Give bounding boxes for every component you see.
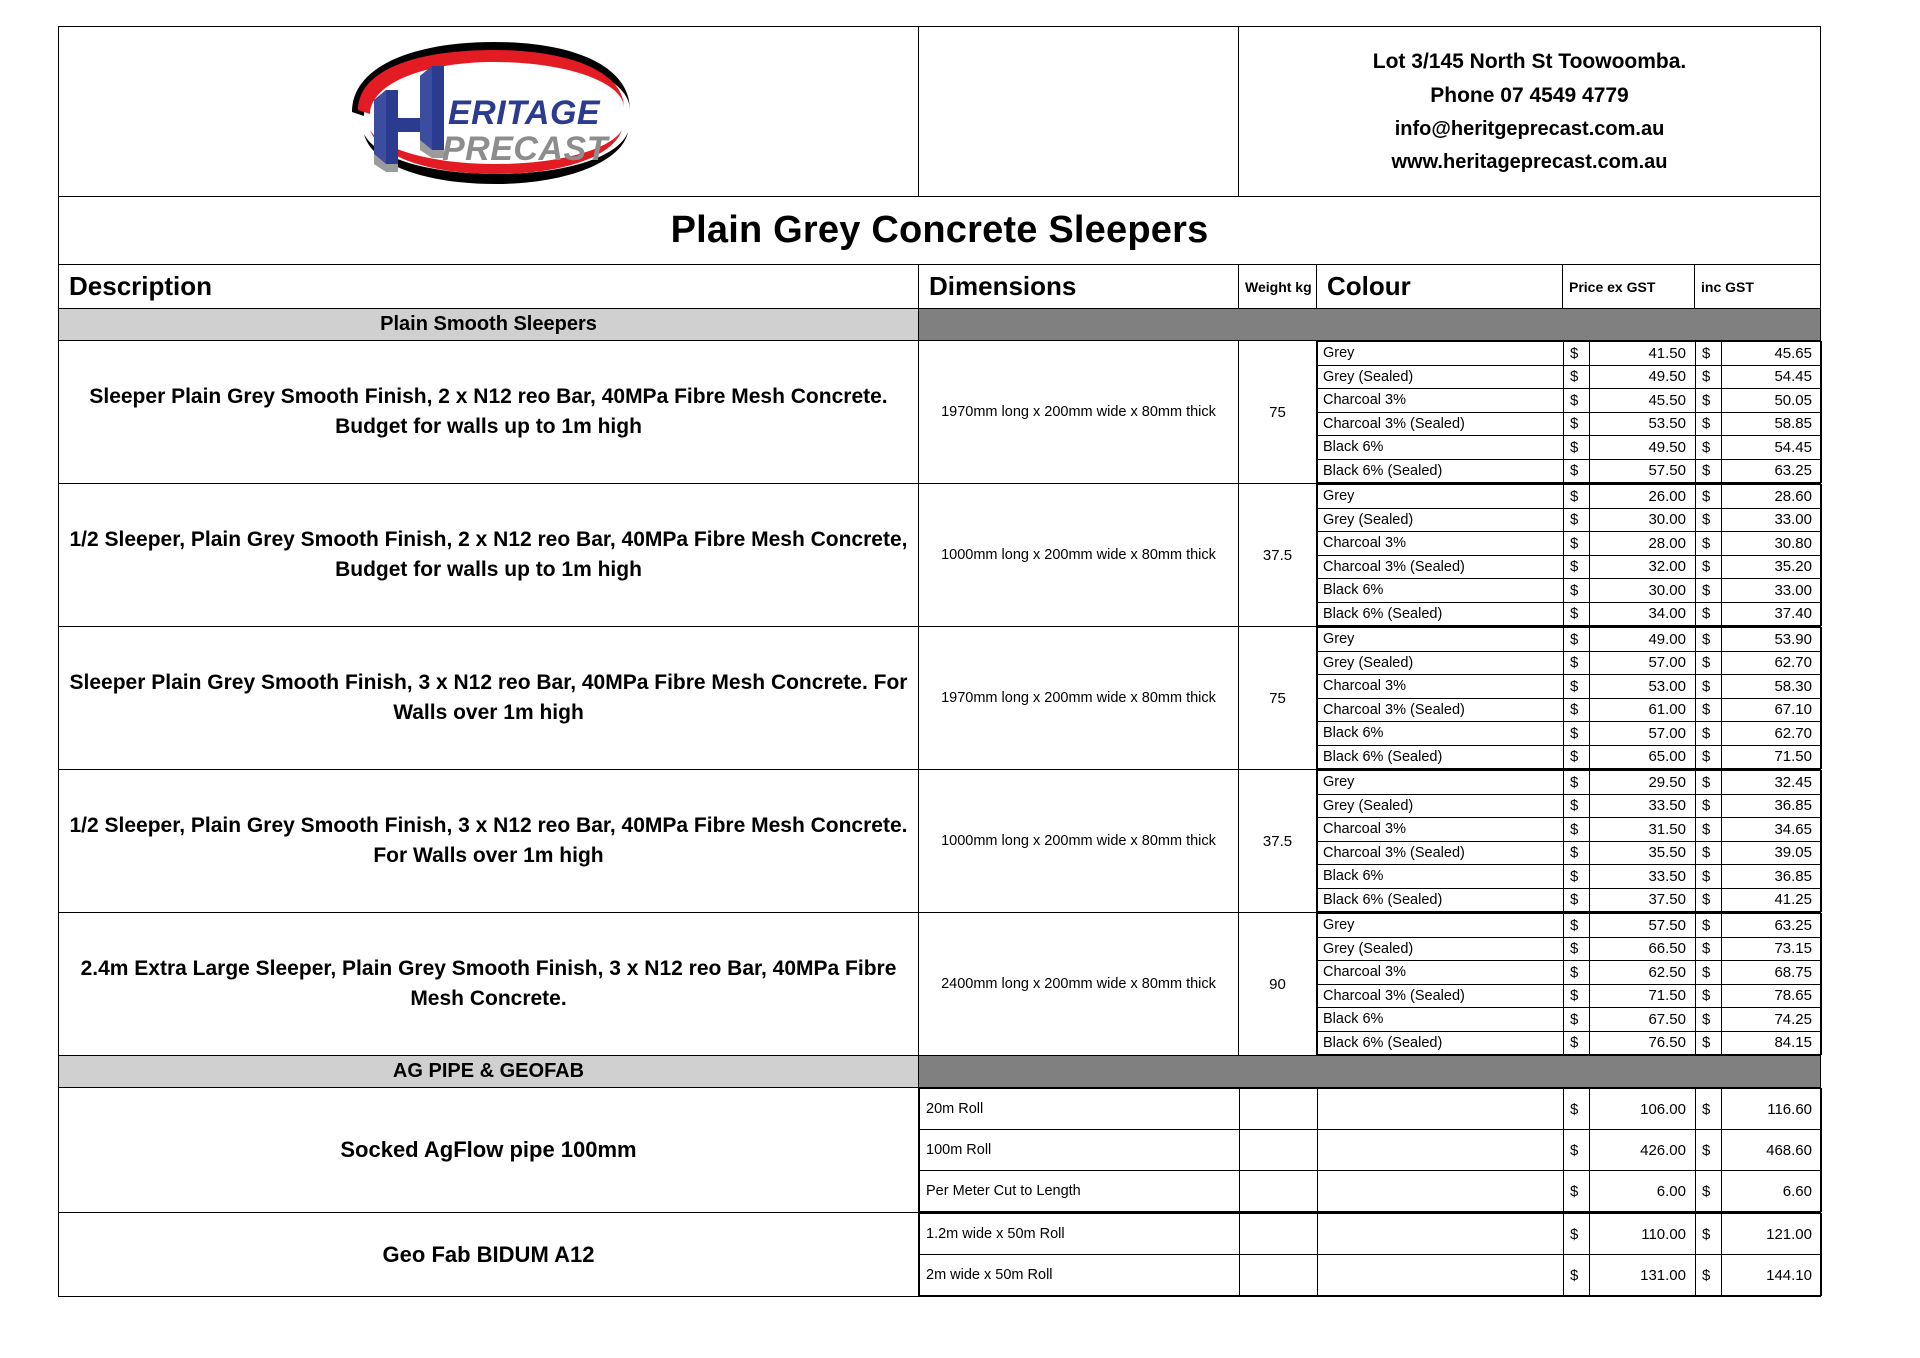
colour-name: Black 6% (Sealed) [1318,459,1564,483]
variant-row [920,1130,1822,1171]
currency-symbol: $ [1564,771,1590,795]
colour-name: Grey [1318,914,1564,938]
currency-symbol: $ [1564,602,1590,626]
section-band-fill [919,1056,1821,1088]
currency-symbol: $ [1564,412,1590,436]
logo-heritage-text: ERITAGE [447,93,600,132]
price-ex-gst: 49.50 [1590,436,1696,460]
price-inc-gst: 6.60 [1722,1171,1822,1212]
contact-address: Lot 3/145 North St Toowoomba. [1372,50,1687,74]
variant-label: 1.2m wide x 50m Roll [920,1214,1240,1255]
colour-price-row [1318,675,1822,699]
colour-name: Charcoal 3% (Sealed) [1318,555,1564,579]
price-inc-gst: 35.20 [1722,555,1822,579]
price-inc-gst: 68.75 [1722,961,1822,985]
product-dimensions: 1000mm long x 200mm wide x 80mm thick [919,484,1239,627]
price-ex-gst: 41.50 [1590,342,1696,366]
currency-symbol: $ [1564,722,1590,746]
price-ex-gst: 67.50 [1590,1008,1696,1032]
product-description: 1/2 Sleeper, Plain Grey Smooth Finish, 2 x N12 reo Bar, 40MPa Fibre Mesh Concrete, Budget for walls up to 1m high [59,484,919,627]
currency-symbol: $ [1696,1214,1722,1255]
colour-price-row [1318,602,1822,626]
currency-symbol: $ [1564,508,1590,532]
product-colour-price-block [1317,770,1821,913]
price-ex-gst: 53.50 [1590,412,1696,436]
currency-symbol: $ [1696,579,1722,603]
price-inc-gst: 58.30 [1722,675,1822,699]
price-list-table [58,26,1821,1297]
colour-name: Grey [1318,485,1564,509]
currency-symbol: $ [1696,532,1722,556]
colour-price-row [1318,865,1822,889]
price-ex-gst: 28.00 [1590,532,1696,556]
column-header-weight: Weight kg [1239,265,1317,309]
price-ex-gst: 62.50 [1590,961,1696,985]
currency-symbol: $ [1564,888,1590,912]
currency-symbol: $ [1564,865,1590,889]
price-ex-gst: 110.00 [1590,1214,1696,1255]
price-inc-gst: 121.00 [1722,1214,1822,1255]
currency-symbol: $ [1696,698,1722,722]
colour-name: Charcoal 3% [1318,532,1564,556]
currency-symbol: $ [1696,1031,1722,1055]
colour-price-row [1318,818,1822,842]
variant-colour-blank [1318,1255,1564,1296]
currency-symbol: $ [1564,389,1590,413]
colour-name: Charcoal 3% (Sealed) [1318,984,1564,1008]
letterhead-spacer [919,27,1239,197]
product-weight: 37.5 [1239,770,1317,913]
page-title: Plain Grey Concrete Sleepers [670,209,1209,251]
contact-phone: Phone 07 4549 4779 [1430,84,1629,108]
price-inc-gst: 58.85 [1722,412,1822,436]
colour-price-row [1318,459,1822,483]
section-band-label: AG PIPE & GEOFAB [59,1056,919,1088]
price-inc-gst: 74.25 [1722,1008,1822,1032]
currency-symbol: $ [1564,984,1590,1008]
colour-price-row [1318,961,1822,985]
currency-symbol: $ [1696,342,1722,366]
currency-symbol: $ [1696,984,1722,1008]
price-ex-gst: 65.00 [1590,745,1696,769]
colour-name: Black 6% [1318,722,1564,746]
currency-symbol: $ [1564,579,1590,603]
price-ex-gst: 53.00 [1590,675,1696,699]
price-inc-gst: 67.10 [1722,698,1822,722]
price-inc-gst: 36.85 [1722,794,1822,818]
product-description: 1/2 Sleeper, Plain Grey Smooth Finish, 3 x N12 reo Bar, 40MPa Fibre Mesh Concrete. For Walls over 1m high [59,770,919,913]
currency-symbol: $ [1564,698,1590,722]
currency-symbol: $ [1696,389,1722,413]
colour-name: Charcoal 3% (Sealed) [1318,841,1564,865]
column-header-dimensions: Dimensions [919,265,1239,309]
colour-price-row [1318,722,1822,746]
product-description: Socked AgFlow pipe 100mm [59,1088,919,1213]
currency-symbol: $ [1564,794,1590,818]
colour-name: Charcoal 3% [1318,818,1564,842]
price-inc-gst: 39.05 [1722,841,1822,865]
currency-symbol: $ [1696,818,1722,842]
currency-symbol: $ [1696,1130,1722,1171]
currency-symbol: $ [1564,1008,1590,1032]
contact-email[interactable]: info@heritgeprecast.com.au [1394,118,1665,141]
product-colour-price-block [1317,341,1821,484]
price-ex-gst: 57.00 [1590,651,1696,675]
colour-price-row [1318,745,1822,769]
currency-symbol: $ [1564,1255,1590,1296]
colour-name: Grey [1318,342,1564,366]
price-inc-gst: 37.40 [1722,602,1822,626]
currency-symbol: $ [1564,436,1590,460]
product-weight: 75 [1239,627,1317,770]
logo-precast-text: PRECAST [441,129,608,168]
colour-name: Black 6% (Sealed) [1318,888,1564,912]
currency-symbol: $ [1696,485,1722,509]
column-header-row [59,265,1821,309]
currency-symbol: $ [1564,1089,1590,1130]
variant-weight-blank [1240,1214,1318,1255]
section-band-plain-smooth-sleepers [59,309,1821,341]
price-inc-gst: 36.85 [1722,865,1822,889]
column-header-price-ex-gst: Price ex GST [1563,265,1695,309]
price-ex-gst: 6.00 [1590,1171,1696,1212]
column-header-colour: Colour [1317,265,1563,309]
colour-name: Charcoal 3% (Sealed) [1318,412,1564,436]
colour-price-row [1318,555,1822,579]
currency-symbol: $ [1564,342,1590,366]
variant-label: Per Meter Cut to Length [920,1171,1240,1212]
price-ex-gst: 426.00 [1590,1130,1696,1171]
colour-name: Black 6% (Sealed) [1318,745,1564,769]
contact-block [1239,27,1821,197]
product-variant-block [919,1088,1821,1213]
price-inc-gst: 62.70 [1722,722,1822,746]
price-inc-gst: 84.15 [1722,1031,1822,1055]
price-inc-gst: 53.90 [1722,628,1822,652]
currency-symbol: $ [1696,1255,1722,1296]
colour-price-row [1318,888,1822,912]
colour-name: Grey (Sealed) [1318,794,1564,818]
table-row [59,484,1821,627]
colour-price-row [1318,579,1822,603]
price-ex-gst: 33.50 [1590,865,1696,889]
column-header-description: Description [59,265,919,309]
logo-cell [59,27,919,197]
table-row [59,1088,1821,1213]
colour-price-row [1318,436,1822,460]
currency-symbol: $ [1696,888,1722,912]
price-ex-gst: 34.00 [1590,602,1696,626]
currency-symbol: $ [1696,794,1722,818]
price-inc-gst: 54.45 [1722,365,1822,389]
price-inc-gst: 71.50 [1722,745,1822,769]
colour-price-row [1318,651,1822,675]
currency-symbol: $ [1564,365,1590,389]
product-dimensions: 2400mm long x 200mm wide x 80mm thick [919,913,1239,1056]
currency-symbol: $ [1564,961,1590,985]
currency-symbol: $ [1696,961,1722,985]
currency-symbol: $ [1564,485,1590,509]
contact-website[interactable]: www.heritageprecast.com.au [1391,150,1668,173]
price-inc-gst: 32.45 [1722,771,1822,795]
colour-name: Grey (Sealed) [1318,508,1564,532]
colour-price-row [1318,1031,1822,1055]
product-variant-block [919,1213,1821,1297]
variant-label: 20m Roll [920,1089,1240,1130]
document-title-cell [59,197,1821,265]
section-band-label: Plain Smooth Sleepers [59,309,919,341]
colour-price-row [1318,342,1822,366]
colour-price-row [1318,389,1822,413]
currency-symbol: $ [1696,937,1722,961]
colour-name: Black 6% [1318,436,1564,460]
price-ex-gst: 66.50 [1590,937,1696,961]
currency-symbol: $ [1564,628,1590,652]
section-band-fill [919,309,1821,341]
price-inc-gst: 34.65 [1722,818,1822,842]
variant-row [920,1089,1822,1130]
product-dimensions: 1970mm long x 200mm wide x 80mm thick [919,627,1239,770]
price-inc-gst: 50.05 [1722,389,1822,413]
currency-symbol: $ [1696,914,1722,938]
currency-symbol: $ [1696,841,1722,865]
variant-row [920,1171,1822,1212]
currency-symbol: $ [1564,651,1590,675]
section-band-ag-pipe-geofab [59,1056,1821,1088]
variant-colour-blank [1318,1214,1564,1255]
currency-symbol: $ [1696,1171,1722,1212]
price-ex-gst: 57.50 [1590,914,1696,938]
colour-name: Charcoal 3% (Sealed) [1318,698,1564,722]
price-ex-gst: 26.00 [1590,485,1696,509]
currency-symbol: $ [1564,937,1590,961]
colour-price-row [1318,1008,1822,1032]
colour-price-row [1318,937,1822,961]
price-inc-gst: 144.10 [1722,1255,1822,1296]
product-colour-price-block [1317,627,1821,770]
price-inc-gst: 33.00 [1722,579,1822,603]
currency-symbol: $ [1696,412,1722,436]
colour-price-row [1318,532,1822,556]
colour-price-row [1318,628,1822,652]
currency-symbol: $ [1696,1008,1722,1032]
colour-name: Charcoal 3% [1318,389,1564,413]
currency-symbol: $ [1696,865,1722,889]
currency-symbol: $ [1564,818,1590,842]
heritage-precast-logo [344,38,634,186]
price-inc-gst: 28.60 [1722,485,1822,509]
currency-symbol: $ [1696,628,1722,652]
price-ex-gst: 33.50 [1590,794,1696,818]
currency-symbol: $ [1564,1031,1590,1055]
price-inc-gst: 41.25 [1722,888,1822,912]
currency-symbol: $ [1564,841,1590,865]
table-row [59,1213,1821,1297]
colour-name: Black 6% [1318,1008,1564,1032]
colour-name: Black 6% [1318,579,1564,603]
price-ex-gst: 49.00 [1590,628,1696,652]
variant-label: 2m wide x 50m Roll [920,1255,1240,1296]
table-row [59,341,1821,484]
variant-label: 100m Roll [920,1130,1240,1171]
document-title-row [59,197,1821,265]
price-ex-gst: 61.00 [1590,698,1696,722]
price-inc-gst: 73.15 [1722,937,1822,961]
colour-price-row [1318,508,1822,532]
colour-price-row [1318,485,1822,509]
currency-symbol: $ [1696,771,1722,795]
colour-price-row [1318,698,1822,722]
price-inc-gst: 63.25 [1722,459,1822,483]
price-ex-gst: 32.00 [1590,555,1696,579]
colour-name: Black 6% (Sealed) [1318,602,1564,626]
price-ex-gst: 31.50 [1590,818,1696,842]
table-row [59,627,1821,770]
price-inc-gst: 63.25 [1722,914,1822,938]
price-inc-gst: 468.60 [1722,1130,1822,1171]
price-inc-gst: 62.70 [1722,651,1822,675]
colour-price-row [1318,841,1822,865]
colour-name: Grey (Sealed) [1318,365,1564,389]
currency-symbol: $ [1696,436,1722,460]
currency-symbol: $ [1564,1214,1590,1255]
variant-colour-blank [1318,1130,1564,1171]
price-ex-gst: 106.00 [1590,1089,1696,1130]
price-inc-gst: 30.80 [1722,532,1822,556]
product-dimensions: 1000mm long x 200mm wide x 80mm thick [919,770,1239,913]
currency-symbol: $ [1696,1089,1722,1130]
product-dimensions: 1970mm long x 200mm wide x 80mm thick [919,341,1239,484]
product-description: Geo Fab BIDUM A12 [59,1213,919,1297]
variant-colour-blank [1318,1089,1564,1130]
table-row [59,770,1821,913]
price-ex-gst: 71.50 [1590,984,1696,1008]
currency-symbol: $ [1564,532,1590,556]
colour-price-row [1318,984,1822,1008]
price-ex-gst: 57.00 [1590,722,1696,746]
colour-price-row [1318,794,1822,818]
currency-symbol: $ [1564,555,1590,579]
currency-symbol: $ [1696,602,1722,626]
product-description: 2.4m Extra Large Sleeper, Plain Grey Smooth Finish, 3 x N12 reo Bar, 40MPa Fibre Mesh Concrete. [59,913,919,1056]
currency-symbol: $ [1696,508,1722,532]
price-ex-gst: 49.50 [1590,365,1696,389]
price-ex-gst: 131.00 [1590,1255,1696,1296]
product-description: Sleeper Plain Grey Smooth Finish, 3 x N12 reo Bar, 40MPa Fibre Mesh Concrete. For Walls over 1m high [59,627,919,770]
currency-symbol: $ [1564,1171,1590,1212]
currency-symbol: $ [1696,745,1722,769]
table-row [59,913,1821,1056]
currency-symbol: $ [1696,722,1722,746]
colour-name: Grey [1318,771,1564,795]
product-colour-price-block [1317,913,1821,1056]
product-weight: 37.5 [1239,484,1317,627]
column-header-inc-gst: inc GST [1695,265,1821,309]
price-ex-gst: 37.50 [1590,888,1696,912]
colour-name: Black 6% [1318,865,1564,889]
price-ex-gst: 30.00 [1590,579,1696,603]
currency-symbol: $ [1696,675,1722,699]
colour-name: Grey (Sealed) [1318,651,1564,675]
colour-price-row [1318,412,1822,436]
colour-name: Grey (Sealed) [1318,937,1564,961]
currency-symbol: $ [1696,555,1722,579]
colour-price-row [1318,914,1822,938]
product-colour-price-block [1317,484,1821,627]
price-ex-gst: 45.50 [1590,389,1696,413]
colour-price-row [1318,771,1822,795]
letterhead-row [59,27,1821,197]
colour-name: Charcoal 3% [1318,961,1564,985]
variant-weight-blank [1240,1130,1318,1171]
variant-colour-blank [1318,1171,1564,1212]
colour-name: Black 6% (Sealed) [1318,1031,1564,1055]
currency-symbol: $ [1696,459,1722,483]
colour-price-row [1318,365,1822,389]
currency-symbol: $ [1564,1130,1590,1171]
price-ex-gst: 29.50 [1590,771,1696,795]
variant-row [920,1255,1822,1296]
price-ex-gst: 35.50 [1590,841,1696,865]
currency-symbol: $ [1564,745,1590,769]
price-inc-gst: 78.65 [1722,984,1822,1008]
price-inc-gst: 116.60 [1722,1089,1822,1130]
variant-weight-blank [1240,1255,1318,1296]
price-inc-gst: 54.45 [1722,436,1822,460]
currency-symbol: $ [1696,651,1722,675]
currency-symbol: $ [1564,459,1590,483]
product-weight: 90 [1239,913,1317,1056]
price-inc-gst: 33.00 [1722,508,1822,532]
colour-name: Grey [1318,628,1564,652]
product-description: Sleeper Plain Grey Smooth Finish, 2 x N12 reo Bar, 40MPa Fibre Mesh Concrete. Budget for walls up to 1m high [59,341,919,484]
product-weight: 75 [1239,341,1317,484]
variant-weight-blank [1240,1089,1318,1130]
currency-symbol: $ [1696,365,1722,389]
price-inc-gst: 45.65 [1722,342,1822,366]
variant-row [920,1214,1822,1255]
price-ex-gst: 30.00 [1590,508,1696,532]
currency-symbol: $ [1564,675,1590,699]
price-ex-gst: 57.50 [1590,459,1696,483]
price-ex-gst: 76.50 [1590,1031,1696,1055]
colour-name: Charcoal 3% [1318,675,1564,699]
variant-weight-blank [1240,1171,1318,1212]
currency-symbol: $ [1564,914,1590,938]
